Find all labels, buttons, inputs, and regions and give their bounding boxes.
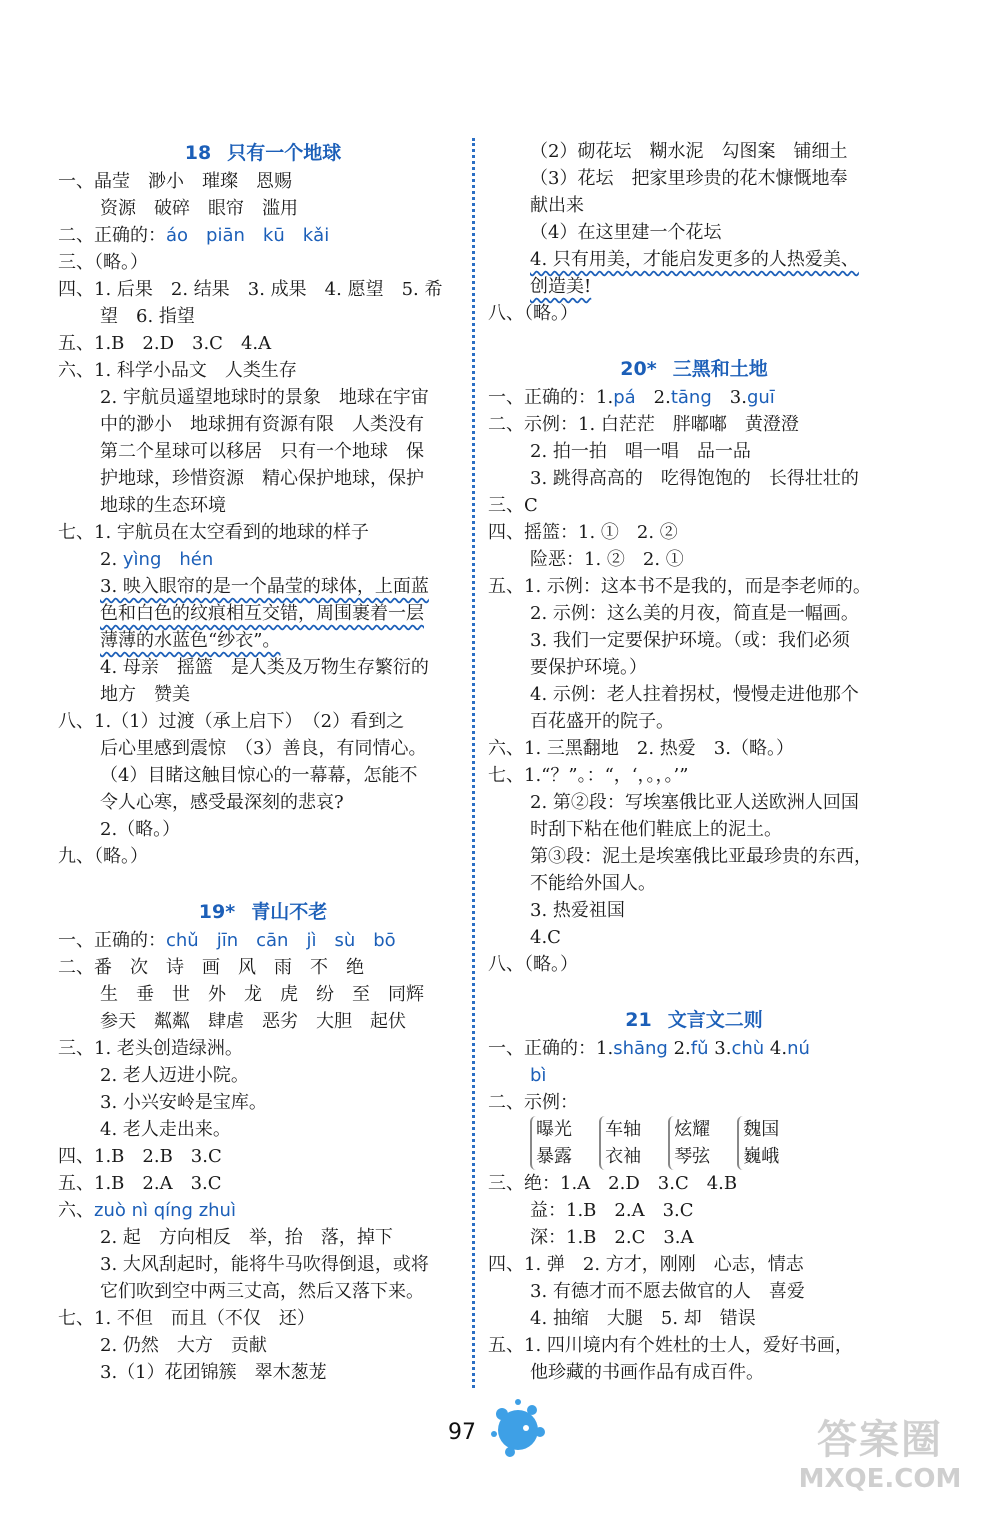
answer-line: （4）在这里建一个花坛 (530, 222, 722, 243)
answer-line: 3. 我们一定要保护环境。（或：我们必须 (530, 630, 850, 651)
answer-line: 3.（1）花团锦簇 翠木葱茏 (100, 1362, 327, 1383)
page-number: 97 (448, 1420, 476, 1445)
answer-line: 创造美! (530, 276, 592, 297)
answer-line: 献出来 (530, 195, 584, 216)
answer-line: 4. 示例：老人拄着拐杖，慢慢走进他那个 (530, 684, 859, 705)
word-pair: 曝光 暴露 (530, 1116, 572, 1170)
column-divider (472, 138, 475, 1388)
answer-line: 4. 老人走出来。 (100, 1119, 231, 1140)
watermark: 答案圈 MXQE.COM (798, 1417, 962, 1494)
answer-line: 八、（略。） (488, 303, 578, 324)
answer-line: 生 垂 世 外 龙 虎 纷 至 同辉 (100, 984, 424, 1005)
answer-line: 九、（略。） (58, 846, 148, 867)
answer-line: 二、示例：1. 白茫茫 胖嘟嘟 黄澄澄 (488, 414, 799, 435)
answer-line: 益：1.B 2.A 3.C (530, 1200, 694, 1221)
answer-line: 2. 仍然 大方 贡献 (100, 1335, 267, 1356)
answer-line: 它们吹到空中两三丈高，然后又落下来。 (100, 1281, 424, 1302)
answer-line: 七、1. 不但 而且（不仅 还） (58, 1308, 315, 1329)
answer-line: 四、摇篮：1. ① 2. ② (488, 522, 678, 543)
answer-line: 二、正确的：áo piān kū kǎi (58, 225, 330, 246)
answer-line: 一、晶莹 渺小 璀璨 恩赐 (58, 171, 292, 192)
pinyin: chù (731, 1038, 765, 1059)
section-21-title: 21 文言文二则 (625, 1009, 763, 1031)
answer-line: 薄薄的水蓝色“纱衣”。 (100, 630, 281, 651)
right-column (488, 138, 900, 1386)
answer-line: 色和白色的纹痕相互交错，周围裹着一层 (100, 603, 424, 624)
answer-line (488, 1062, 900, 1089)
word-pair: 炫耀 琴弦 (668, 1116, 710, 1170)
answer-line: （3）花坛 把家里珍贵的花木慷慨地奉 (530, 168, 848, 189)
answer-line: 中的渺小 地球拥有资源有限 人类没有 (100, 414, 424, 435)
answer-line: 后心里感到震惊 （3）善良，有同情心。 (100, 738, 427, 759)
answer-line: 二、示例： (488, 1092, 578, 1113)
splash-icon (488, 1392, 548, 1462)
answer-line: 七、1.“？”。：“，‘，。，。’” (488, 765, 689, 786)
answer-line: 五、1.B 2.A 3.C (58, 1173, 222, 1194)
pinyin: áo piān kū kǎi (166, 225, 330, 246)
answer-line: （2）砌花坛 糊水泥 勾图案 铺细土 (530, 141, 848, 162)
answer-line: 2. 老人迈进小院。 (100, 1065, 249, 1086)
answer-line: 3. 热爱祖国 (530, 900, 625, 921)
pinyin: yìng hén (122, 549, 214, 570)
pinyin: tāng (670, 387, 712, 408)
answer-line: 一、正确的：1.pá 2.tāng 3.guī (488, 387, 775, 408)
answer-line: 二、番 次 诗 画 风 雨 不 绝 (58, 957, 364, 978)
answer-line: 2. 第②段：写埃塞俄比亚人送欧洲人回国 (530, 792, 859, 813)
answer-line: 三、绝：1.A 2.D 3.C 4.B (488, 1173, 738, 1194)
answer-line: 五、1. 四川境内有个姓杜的士人，爱好书画， (488, 1335, 853, 1356)
answer-line: 深：1.B 2.C 3.A (530, 1227, 694, 1248)
section-18-title: 18 只有一个地球 (184, 142, 342, 164)
word-pair: 魏国 巍峨 (737, 1116, 779, 1170)
answer-line: 不能给外国人。 (530, 873, 656, 894)
answer-line: 时刮下粘在他们鞋底上的泥土。 (530, 819, 782, 840)
answer-line: 七、1. 宇航员在太空看到的地球的样子 (58, 522, 369, 543)
answer-line: 资源 破碎 眼帘 滥用 (100, 198, 298, 219)
answer-line: 地球的生态环境 (100, 495, 226, 516)
answer-line: 3. 映入眼帘的是一个晶莹的球体，上面蓝 (100, 576, 429, 597)
answer-line: 六、1. 科学小品文 人类生存 (58, 360, 297, 381)
answer-line: 2. 宇航员遥望地球时的景象 地球在宇宙 (100, 387, 429, 408)
pinyin: zuò nì qíng zhuì (94, 1200, 236, 1221)
answer-line: 3. 大风刮起时，能将牛马吹得倒退，或将 (100, 1254, 429, 1275)
pinyin: fǔ (690, 1038, 709, 1059)
answer-line: 一、正确的：1.shāng 2.fǔ 3.chù 4.nú (488, 1038, 810, 1059)
pinyin: shāng (613, 1038, 668, 1059)
answer-line: 他珍藏的书画作品有成百件。 (530, 1362, 764, 1383)
answer-line: 令人心寒，感受最深刻的悲哀? (100, 792, 344, 813)
answer-line: 八、（略。） (488, 954, 578, 975)
answer-line: 2. 起 方向相反 举，抬 落，掉下 (100, 1227, 393, 1248)
answer-line: （4）目睹这触目惊心的一幕幕，怎能不 (100, 765, 418, 786)
brace-groups (488, 1116, 900, 1170)
pinyin: guī (746, 387, 775, 408)
answer-line: 三、（略。） (58, 252, 148, 273)
answer-line: 2. 拍一拍 唱一唱 品一品 (530, 441, 751, 462)
answer-line: 四、1. 后果 2. 结果 3. 成果 4. 愿望 5. 希 (58, 279, 443, 300)
section-19-title: 19* 青山不老 (198, 901, 328, 923)
answer-line: 要保护环境。） (530, 657, 647, 678)
left-column (58, 138, 468, 1386)
section-20-title: 20* 三黑和土地 (620, 358, 768, 380)
pinyin: bì (530, 1065, 547, 1086)
answer-line: 一、正确的：chǔ jīn cān jì sù bō (58, 930, 396, 951)
answer-line: 第二个星球可以移居 只有一个地球 保 (100, 441, 424, 462)
answer-line: 四、1. 弹 2. 方才，刚刚 心志，情志 (488, 1254, 804, 1275)
answer-line: 四、1.B 2.B 3.C (58, 1146, 222, 1167)
answer-line: 三、1. 老头创造绿洲。 (58, 1038, 243, 1059)
answer-line: 三、C (488, 495, 538, 516)
answer-line: 2.（略。） (100, 819, 181, 840)
answer-line: 地方 赞美 (100, 684, 190, 705)
answer-line: 百花盛开的院子。 (530, 711, 674, 732)
answer-line: 险恶：1. ② 2. ① (530, 549, 684, 570)
answer-line: 五、1.B 2.D 3.C 4.A (58, 333, 272, 354)
answer-line: 望 6. 指望 (100, 306, 195, 327)
answer-line: 2. yìng hén (100, 549, 214, 570)
answer-line: 2. 示例：这么美的月夜，简直是一幅画。 (530, 603, 859, 624)
answer-line: 4. 抽缩 大腿 5. 却 错误 (530, 1308, 756, 1329)
answer-line: 4. 只有用美，才能启发更多的人热爱美、 (530, 249, 859, 270)
answer-line: 4. 母亲 摇篮 是人类及万物生存繁衍的 (100, 657, 429, 678)
pinyin: pá (613, 387, 636, 408)
answer-line: 六、zuò nì qíng zhuì (58, 1200, 236, 1221)
pinyin: chǔ jīn cān jì sù bō (166, 930, 396, 951)
answer-line: 六、1. 三黑翻地 2. 热爱 3.（略。） (488, 738, 794, 759)
answer-line: 第③段：泥土是埃塞俄比亚最珍贵的东西， (530, 846, 872, 867)
answer-line: 八、1.（1）过渡（承上启下） （2）看到之 (58, 711, 405, 732)
answer-line: 3. 小兴安岭是宝库。 (100, 1092, 267, 1113)
word-pair: 车轴 衣袖 (599, 1116, 641, 1170)
answer-line: 五、1. 示例：这本书不是我的，而是李老师的。 (488, 576, 871, 597)
answer-line: 参天 粼粼 肆虐 恶劣 大胆 起伏 (100, 1011, 406, 1032)
pinyin: nú (787, 1038, 810, 1059)
answer-line: 护地球，珍惜资源 精心保护地球，保护 (100, 468, 424, 489)
answer-line: 3. 有德才而不愿去做官的人 喜爱 (530, 1281, 805, 1302)
answer-line: 3. 跳得高高的 吃得饱饱的 长得壮壮的 (530, 468, 859, 489)
answer-line: 4.C (530, 927, 561, 948)
